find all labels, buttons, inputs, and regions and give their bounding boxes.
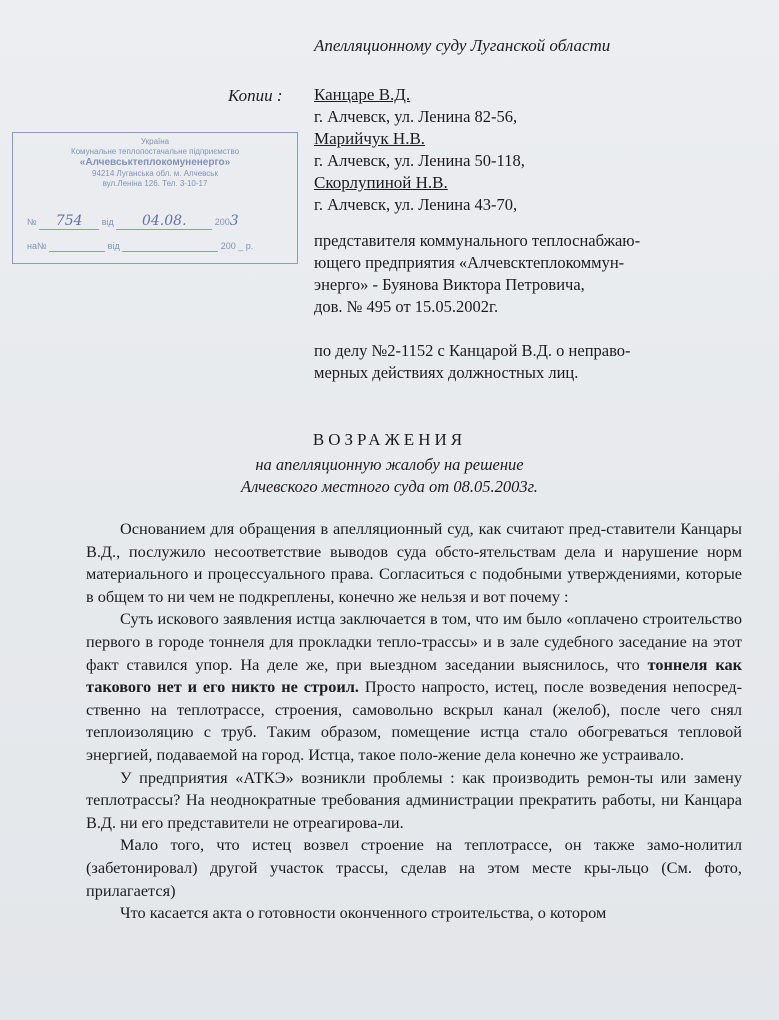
paragraph: У предприятия «АТКЭ» возникли проблемы : как производить ремон-ты или замену теплотрассы? На неоднократные требования администрации прекратить работы, ни Канцара В.Д. ни его представители не отреагирова-ли.: [86, 767, 742, 832]
stamp-phone: вул.Леніна 126. Тел. 3-10-17: [102, 179, 208, 188]
copy-recipient-name: Канцаре В.Д.: [314, 85, 411, 104]
document-subtitle: на апелляционную жалобу на решение Алчевского местного суда от 08.05.2003г.: [241, 455, 538, 496]
representative-block: представителя коммунального теплоснабжаю- ющего предприятия «Алчевсктеплокоммун- энерго» - Буянова Виктора Петровича, дов. № 495 от 15.05.2002г.: [314, 231, 641, 316]
paragraph: Мало того, что истец возвел строение на теплотрассе, он также замо-нолитил (забетонировал) другой участок трассы, сделав на этом месте кры-льцо (См. фото, прилагается): [86, 835, 742, 900]
copies-label: Копии :: [228, 86, 283, 105]
stamp-outgoing-row: № 754 від 04.08. 2003: [27, 213, 239, 229]
stamp-number: 754: [55, 213, 83, 229]
document-body: [86, 518, 742, 925]
stamp-org-name: «Алчевськтеплокомуненерго»: [79, 157, 231, 168]
copy-recipient-name: Марийчук Н.В.: [314, 129, 426, 148]
document-title: ВОЗРАЖЕНИЯ: [312, 430, 467, 449]
copies-list: [314, 84, 525, 216]
paragraph: Основанием для обращения в апелляционный суд, как считают пред-ставители Канцары В.Д., послужило несоответствие выводов суда обсто-ятельствам дела и нарушение норм материального и процессуального права. Согласиться с подобными утверждениями, которые в общем то ни чем не подкреплены, конечно же нельзя и вот почему :: [86, 519, 742, 606]
stamp-org-type: Комунальне теплопостачальне підприємство: [70, 147, 240, 156]
stamp-country: Україна: [140, 137, 170, 146]
stamp-reference-row: на№ від 200 _ р.: [27, 241, 254, 251]
copy-recipient-address: г. Алчевск, ул. Ленина 43-70,: [314, 195, 518, 214]
addressee: Апелляционному суду Луганской области: [314, 36, 611, 55]
copy-recipient-name: Скорлупиной Н.В.: [314, 173, 448, 192]
stamp-date: 04.08.: [141, 213, 187, 229]
copy-recipient-address: г. Алчевск, ул. Ленина 50-118,: [314, 151, 525, 170]
paragraph: Что касается акта о готовности оконченного строительства, о котором: [120, 903, 607, 923]
stamp-year: 3: [229, 213, 239, 229]
case-reference: по делу №2-1152 с Канцарой В.Д. о неправо- мерных действиях должностных лиц.: [314, 341, 631, 382]
registration-stamp: [12, 132, 298, 264]
stamp-address: 94214 Луганська обл. м. Алчевськ: [92, 169, 218, 178]
paragraph: Суть искового заявления истца заключается в том, что им было «оплачено строительство первого в городе тоннеля для прокладки тепло-трассы» и в зале судебного заседание на этот факт ставился упор. На деле же, при выездном заседании выяснилось, что тоннеля как такового нет и его никто не строил. Просто напросто, истец, после возведения непосред-ственно на теплотрассе, строения, самовольно вскрыл канал (желоб), после чего снял теплоизоляцию с труб. Таким образом, помещение истца стало обогреваться тепловой энергией, подаваемой на город. Истца, такое поло-жение дела конечно же устраивало.: [86, 609, 742, 764]
emphasis-text: тоннеля как такового нет и его никто не строил.: [86, 654, 742, 697]
copy-recipient-address: г. Алчевск, ул. Ленина 82-56,: [314, 107, 518, 126]
